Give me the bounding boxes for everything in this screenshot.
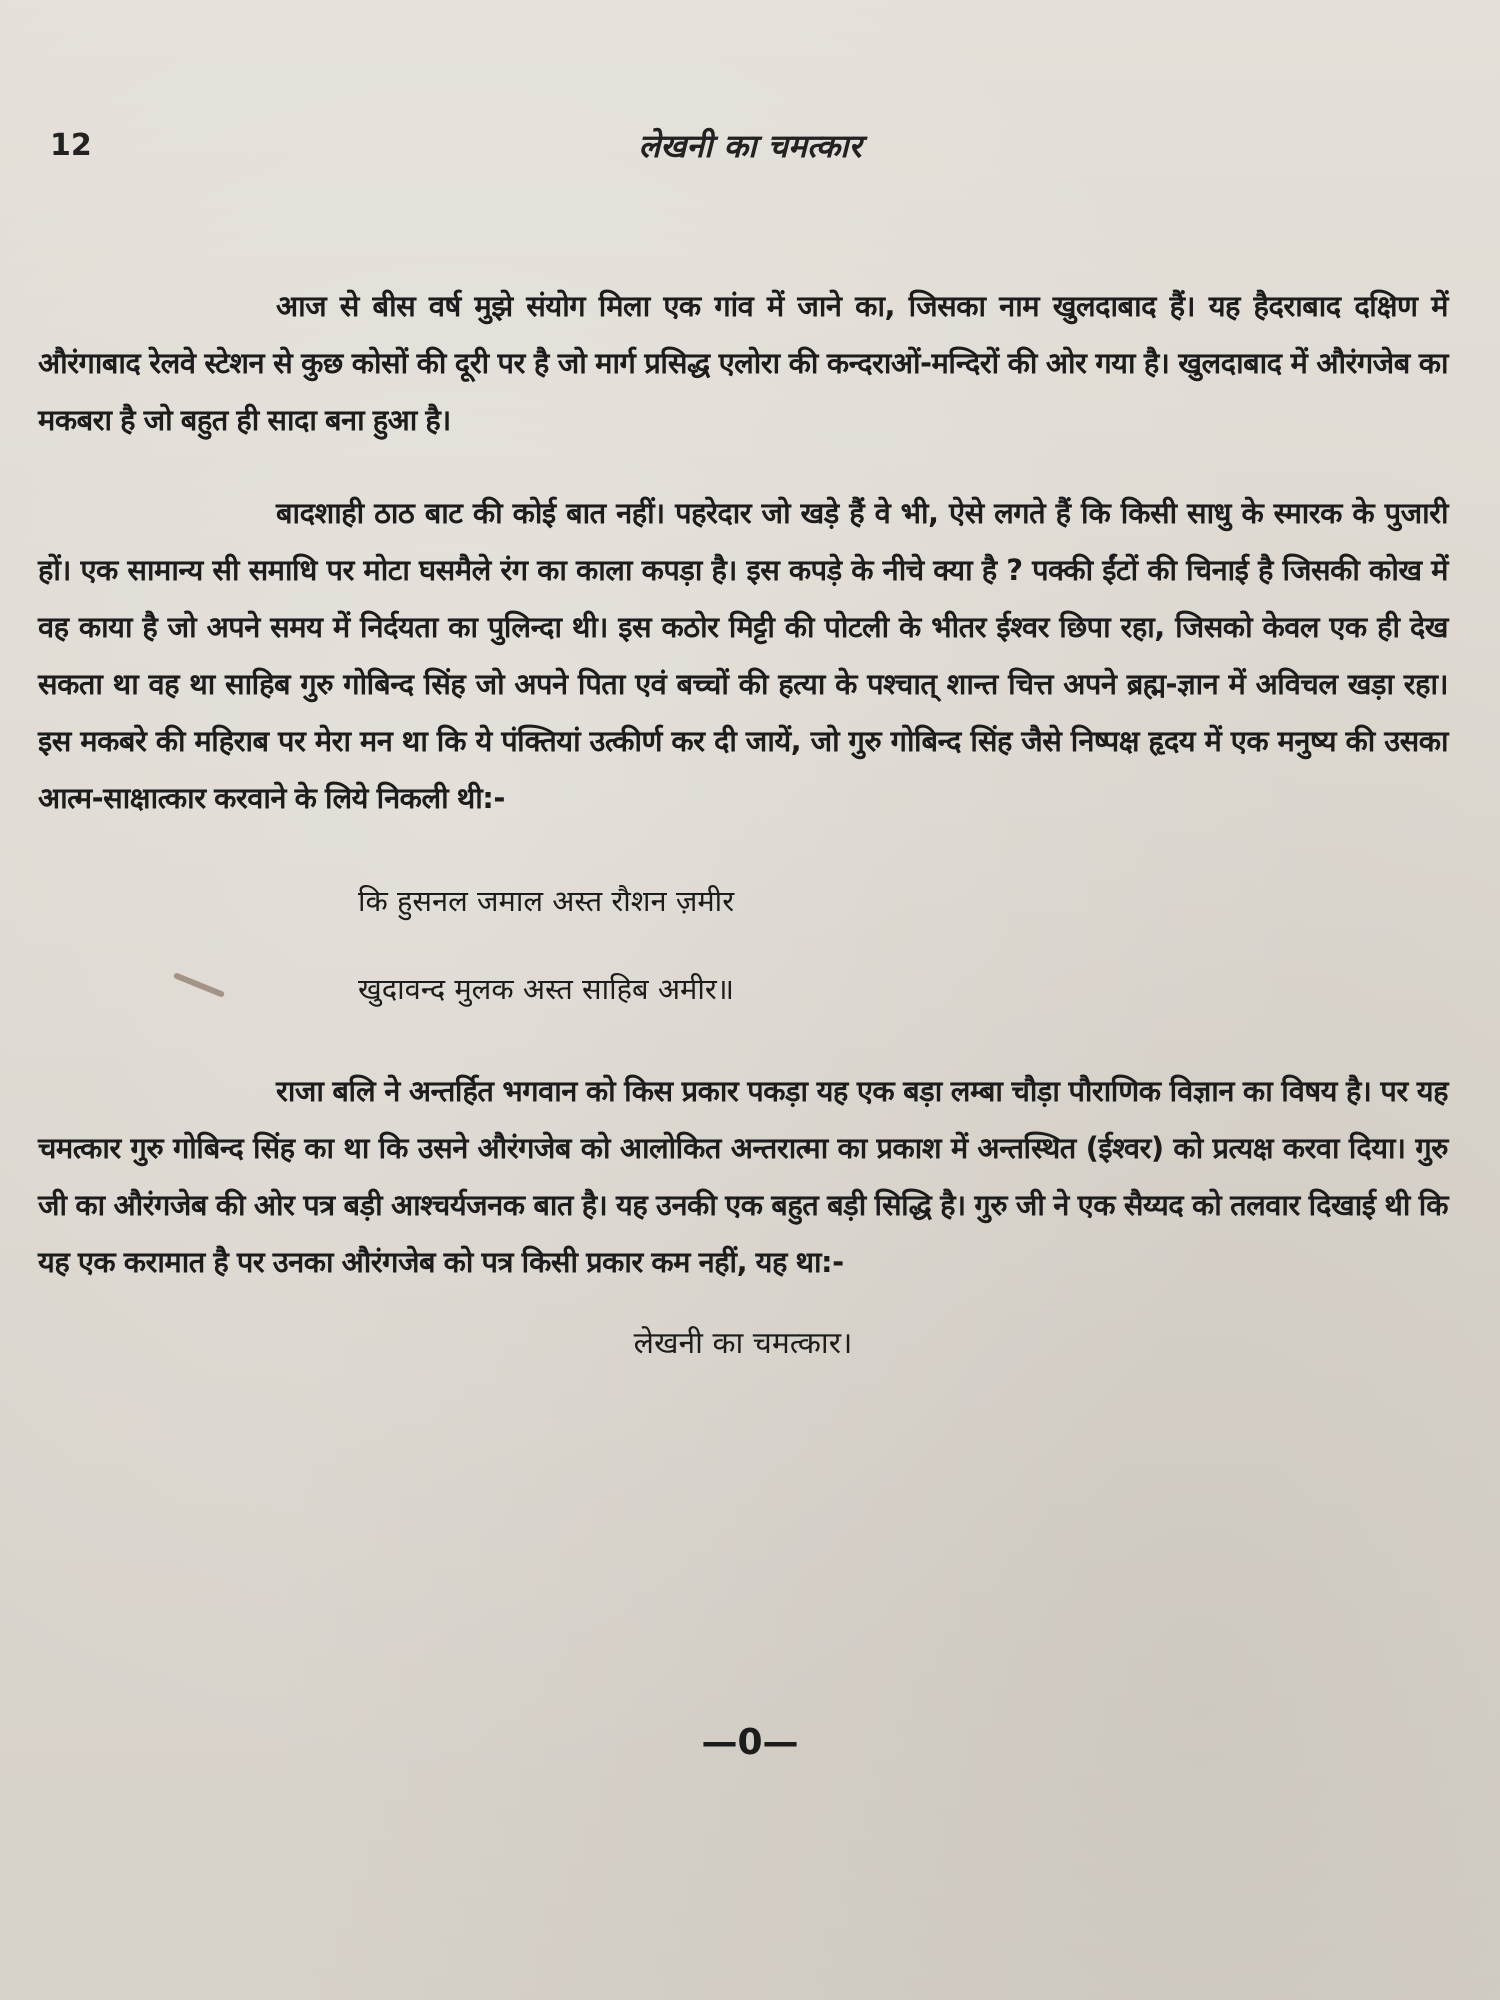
verse-line-2: खुदावन्द मुलक अस्त साहिब अमीर॥ <box>358 972 735 1006</box>
verse-block <box>38 857 1448 1033</box>
page-body <box>38 278 1448 1362</box>
closing-line: लेखनी का चमत्कार। <box>633 1326 853 1361</box>
page-number: 12 <box>50 128 92 163</box>
paragraph-2: बादशाही ठाठ बाट की कोई बात नहीं। पहरेदार जो खड़े हैं वे भी, ऐसे लगते हैं कि किसी साधु के स्मारक के पुजारी हों। एक सामान्य सी समाधि पर मोटा घसमैले रंग का काला कपड़ा है। इस कपड़े के नीचे क्या है ? पक्की ईंटों की चिनाई है जिसकी कोख में वह काया है जो अपने समय में निर्दयता का पुलिन्दा थी। इस कठोर मिट्टी की पोटली के भीतर ईश्वर छिपा रहा, जिसको केवल एक ही देख सकता था वह था साहिब गुरु गोबिन्द सिंह जो अपने पिता एवं बच्चों की हत्या के पश्चात् शान्त चित्त अपने ब्रह्म-ज्ञान में अविचल खड़ा रहा। इस मकबरे की महिराब पर मेरा मन था कि ये पंक्तियां उत्कीर्ण कर दी जायें, जो गुरु गोबिन्द सिंह जैसे निष्पक्ष हृदय में एक मनुष्य की उसका आत्म-साक्षात्कार करवाने के लिये निकली थी:- <box>38 496 1448 815</box>
end-mark: —0— <box>701 1722 799 1763</box>
verse-line-1: कि हुसनल जमाल अस्त रौशन ज़मीर <box>358 884 735 918</box>
running-title: लेखनी का चमत्कार <box>638 127 862 165</box>
page-header <box>0 118 1500 178</box>
paragraph-3: राजा बलि ने अन्तर्हित भगवान को किस प्रकार पकड़ा यह एक बड़ा लम्बा चौड़ा पौराणिक विज्ञान का विषय है। पर यह चमत्कार गुरु गोबिन्द सिंह का था कि उसने औरंगजेब को आलोकित अन्तरात्मा का प्रकाश में अन्तस्थित (ईश्वर) को प्रत्यक्ष करवा दिया। गुरु जी का औरंगजेब की ओर पत्र बड़ी आश्चर्यजनक बात है। यह उनकी एक बहुत बड़ी सिद्धि है। गुरु जी ने एक सैय्यद को तलवार दिखाई थी कि यह एक करामात है पर उनका औरंगजेब को पत्र किसी प्रकार कम नहीं, यह था:- <box>38 1074 1448 1279</box>
paragraph-1: आज से बीस वर्ष मुझे संयोग मिला एक गांव में जाने का, जिसका नाम खुलदाबाद हैं। यह हैदराबाद दक्षिण में औरंगाबाद रेलवे स्टेशन से कुछ कोसों की दूरी पर है जो मार्ग प्रसिद्ध एलोरा की कन्दराओं-मन्दिरों की ओर गया है। खुलदाबाद में औरंगजेब का मकबरा है जो बहुत ही सादा बना हुआ है। <box>38 289 1448 437</box>
